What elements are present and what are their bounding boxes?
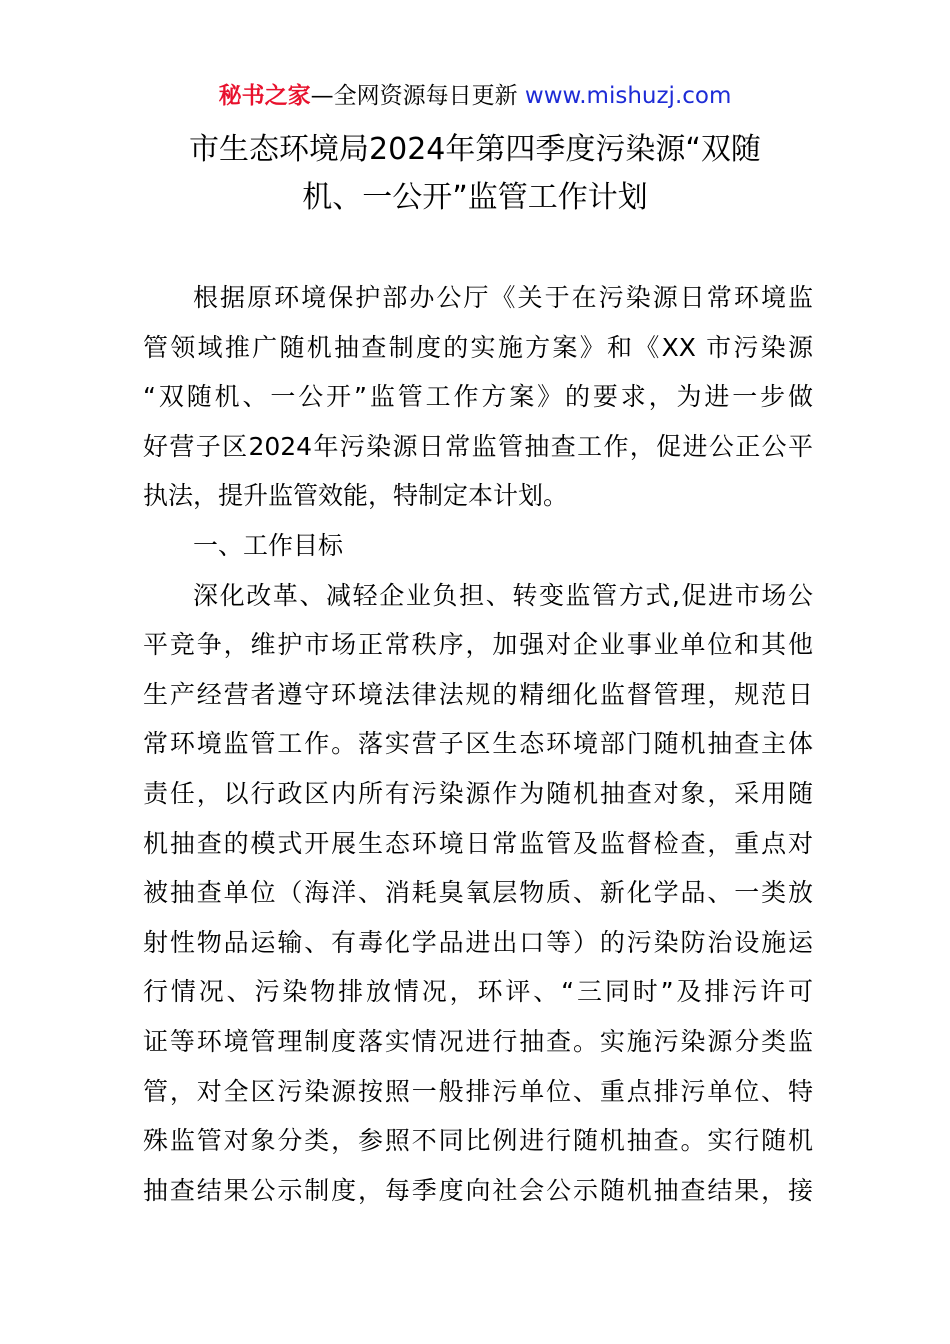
text-line: 管领域推广随机抽查制度的实施方案》和《XX 市污染源 [143,332,813,362]
text-line: 根据原环境保护部办公厅《关于在污染源日常环境监 [193,283,813,312]
text-line: 行情况、污染物排放情况，环评、“三同时”及排污许可 [143,977,813,1007]
text-line: 管，对全区污染源按照一般排污单位、重点排污单位、特 [143,1076,813,1106]
paragraph-goal [143,571,813,1216]
text-line: 射性物品运输、有毒化学品进出口等）的污染防治设施运 [143,927,813,957]
text-line: 抽查结果公示制度，每季度向社会公示随机抽查结果，接 [143,1175,813,1205]
text-line: 机抽查的模式开展生态环境日常监管及监督检查，重点对 [143,828,813,858]
text-line: 证等环境管理制度落实情况进行抽查。实施污染源分类监 [143,1026,813,1056]
title-line-1: 市生态环境局2024年第四季度污染源“双随 [189,132,761,167]
section-heading-text: 一、工作目标 [193,530,344,560]
text-line: 执法，提升监管效能，特制定本计划。 [143,481,569,511]
text-line: 责任，以行政区内所有污染源作为随机抽查对象，采用随 [143,778,813,808]
site-tagline: —全网资源每日更新 [310,83,518,109]
paragraph-intro [143,273,813,521]
site-header [0,80,950,112]
text-line: 好营子区2024年污染源日常监管抽查工作，促进公正公平 [143,431,813,461]
text-line: “双随机、一公开”监管工作方案》的要求，为进一步做 [143,382,813,412]
text-line: 平竞争，维护市场正常秩序，加强对企业事业单位和其他 [143,630,813,660]
document-body [143,273,813,1215]
text-line: 常环境监管工作。落实营子区生态环境部门随机抽查主体 [143,729,813,759]
text-line: 生产经营者遵守环境法律法规的精细化监督管理，规范日 [143,679,813,709]
section-heading [143,521,813,571]
text-line: 殊监管对象分类，参照不同比例进行随机抽查。实行随机 [143,1126,813,1156]
text-line: 被抽查单位（海洋、消耗臭氧层物质、新化学品、一类放 [143,878,813,908]
site-brand: 秘书之家 [218,83,311,109]
document-title [140,126,810,222]
title-line-2: 机、一公开”监管工作计划 [302,180,648,215]
text-line: 深化改革、减轻企业负担、转变监管方式,促进市场公 [193,580,813,610]
site-url[interactable]: www.mishuzj.com [524,83,732,109]
